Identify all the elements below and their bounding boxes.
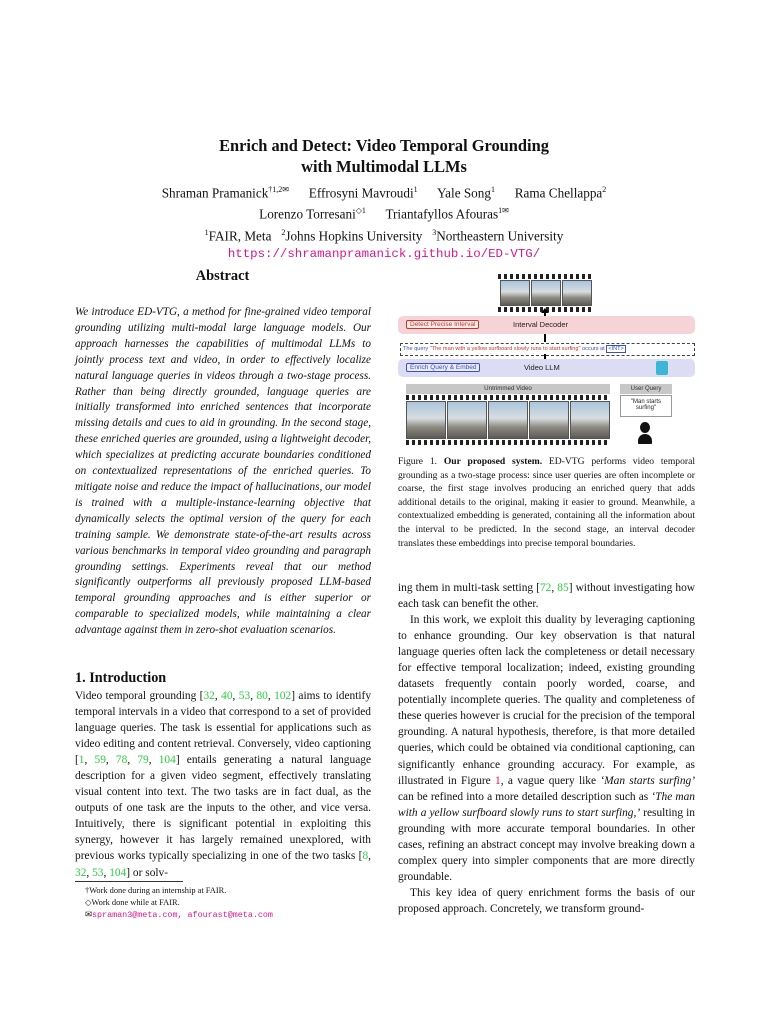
text-run: resulting in grounding with more accurate temporal boundaries. In other cases, refining an abstract concept may involve breaking down a complex query into simpler components that are more directly groundable. [398, 806, 695, 883]
text-run: , [368, 850, 371, 863]
title-line-1: Enrich and Detect: Video Temporal Grounding [219, 136, 549, 155]
author-name: Shraman Pramanick [161, 185, 269, 201]
author-name: Triantafyllos Afouras [385, 206, 499, 222]
author-line-1 [0, 181, 768, 202]
footnote-2: ◇Work done while at FAIR. [85, 898, 180, 907]
intro-right-column [398, 580, 695, 917]
text-run: , [103, 866, 110, 879]
affil-sup: 3 [432, 227, 437, 237]
caption-bold: Our proposed system. [443, 456, 543, 467]
citation-link[interactable]: 32 [75, 866, 87, 879]
citation-link[interactable]: 79 [137, 754, 149, 767]
author-sup: 2 [602, 185, 607, 194]
citation-link[interactable]: 78 [115, 754, 128, 767]
text-run: Video temporal grounding [ [75, 690, 204, 702]
text-run: , [105, 754, 116, 767]
int-token: <INT> [608, 346, 624, 352]
caption-label: Figure 1. [398, 456, 438, 467]
text-run: , a vague query like [500, 774, 601, 787]
citation-link[interactable]: 85 [557, 582, 569, 594]
text-run: , [214, 690, 222, 702]
footnote-1: †Work done during an internship at FAIR. [85, 886, 227, 895]
author-sup: †1,2✉ [268, 185, 289, 194]
intro-paragraph [75, 688, 371, 881]
arrow-head-icon [541, 308, 549, 313]
author-sup: 1 [490, 185, 495, 194]
text-run: , [250, 690, 257, 702]
untrimmed-video [406, 384, 610, 448]
citation-link[interactable]: 72 [539, 582, 552, 594]
text-run: , [232, 690, 239, 702]
text-run: In this work, we exploit this duality by leveraging captioning to enhance grounding. Our key observation is that natural language queries often lack the completeness or detail necessary for effective temporal localization; indeed, existing grounding datasets frequently contain poorly worded, coarse, and potentially incomplete queries. The quality and completeness of these queries however is crucial for the precision of the temporal grounding. A natural hypothesis, therefore, is that more detailed queries, which could be obtained via conditional captioning, can significantly enhance grounding accuracy. For example, as illustrated in Figure [398, 614, 695, 787]
citation-link[interactable]: 32 [203, 690, 215, 702]
abstract-text: We introduce ED-VTG, a method for fine-grained video temporal grounding utilizing multi-modal large language models. Our approach harnesses the capabilities of multimodal LLMs to jointly process text and video, in order to effectively localize natural language queries in videos through a two-stage process. Rather than being directly grounded, language queries are initially transformed into enriched sentences that incorporate missing details and cues to aid in grounding. In the second stage, these enriched queries are grounded, using a lightweight decoder, which specializes at predicting accurate boundaries conditioned on contextualized representations of the enriched queries. To mitigate noise and reduce the impact of hallucinations, our model is trained with a multiple-instance-learning objective that dynamically selects the optimal version of the query for each training sample. We demonstrate state-of-the-art results across various benchmarks in temporal video grounding and paragraph grounding settings. Experiments reveal that our method significantly outperforms all previously proposed LLM-based temporal grounding approaches and is either superior or comparable to specialized models, while maintaining a clear advantage against them in zero-shot evaluation scenarios. [75, 306, 371, 637]
enriched-query [400, 343, 695, 356]
citation-link[interactable]: 80 [256, 690, 268, 702]
interval-decoder-box [398, 316, 695, 334]
video-frame [488, 401, 528, 439]
footnote-rule [75, 881, 183, 882]
output-filmstrip [498, 274, 594, 312]
figure-1 [398, 272, 695, 450]
affil-sup: 2 [281, 227, 286, 237]
text-run: can be refined into a more detailed description such as [398, 790, 652, 803]
text-run: ] without investigating how each task can benefit the other. [398, 582, 695, 611]
affil-sup: 1 [204, 227, 209, 237]
video-llm-box [398, 359, 695, 377]
citation-link[interactable]: 104 [109, 866, 127, 879]
italic-run: ‘Man starts surfing’ [600, 774, 696, 787]
video-frame [562, 280, 592, 306]
video-frame [531, 280, 561, 306]
arrow-up-icon [544, 334, 546, 342]
intro-paragraph: This key idea of query enrichment forms the basis of our proposed approach. Concretely, we transform ground- [398, 886, 695, 915]
author-sup: 1✉ [498, 206, 509, 216]
paper-title [0, 135, 768, 177]
user-query-label: User Query [620, 384, 672, 394]
video-frame [500, 280, 530, 306]
affiliation: FAIR, Meta [208, 228, 272, 244]
citation-link[interactable]: 53 [92, 866, 104, 879]
video-frame [529, 401, 569, 439]
text-run: ] entails generating a natural language description for a given video segment, effectively translating visual content into text. The two tasks are in fact dual, as the outputs of one task are the inputs to the other, and vice versa. Intuitively, there is significant potential in exploiting this synergy, however it has largely remained unexplored, with previous works typically specializing in one of the two tasks [ [75, 754, 372, 863]
citation-link[interactable]: 53 [238, 690, 251, 702]
author-name: Yale Song [436, 185, 491, 201]
untrimmed-label: Untrimmed Video [406, 384, 610, 394]
text-run: , [551, 582, 558, 594]
llm-label: Video LLM [524, 363, 560, 372]
affiliations [0, 224, 768, 245]
author-block [0, 181, 768, 263]
footnotes [75, 881, 371, 921]
figure-caption [398, 455, 695, 550]
text-run: , [86, 866, 93, 879]
text-run: ing them in multi-task setting [ [398, 582, 540, 594]
video-frame [447, 401, 487, 439]
author-sup: 1 [413, 185, 418, 194]
user-icon [638, 422, 652, 444]
llm-mascot-icon [656, 361, 668, 375]
footnote-emails[interactable]: spraman3@meta.com, afourast@meta.com [92, 910, 273, 920]
citation-link[interactable]: 40 [221, 690, 233, 702]
text-run: , [127, 754, 138, 767]
citation-link[interactable]: 59 [94, 754, 106, 767]
citation-link[interactable]: 8 [362, 850, 369, 863]
figure-ref-link[interactable]: 1 [495, 774, 501, 787]
section-heading: 1. Introduction [75, 670, 167, 686]
title-line-2: with Multimodal LLMs [301, 157, 467, 176]
author-sup: ◇1 [355, 206, 366, 216]
footnote-3 [75, 909, 371, 921]
text-run: , [84, 754, 95, 767]
text-run: , [267, 690, 275, 702]
affiliation: Johns Hopkins University [285, 228, 423, 244]
author-name: Rama Chellappa [514, 185, 603, 201]
author-name: Effrosyni Mavroudi [308, 185, 414, 201]
italic-run: ‘The man with a yellow surfboard slowly runs to start surfing,’ [398, 790, 696, 819]
video-frame [570, 401, 610, 439]
query-quote: "The man with a yellow surfboard slowly runs to start surfing" [429, 346, 581, 352]
affiliation: Northeastern University [436, 228, 564, 244]
detect-label: Detect Precise Interval [406, 320, 479, 329]
decoder-label: Interval Decoder [513, 320, 569, 329]
video-frame [406, 401, 446, 439]
text-run: , [148, 754, 159, 767]
query-suffix: occurs at [580, 346, 607, 352]
caption-text: ED-VTG performs video temporal grounding as a two-stage process: since user queries are often incomplete or coarse, the first stage involves producing an enriched query that adds additional details to the original, making it easier to ground. Meanwhile, a contextualized embedding is generated, containing all the information about the interval to be predicted. In the second stage, an interval decoder translates these embeddings into precise temporal boundaries. [398, 456, 695, 549]
query-prefix: The query [403, 346, 430, 352]
citation-link[interactable]: 1 [78, 754, 85, 767]
abstract-heading: Abstract [195, 268, 250, 284]
project-url[interactable]: https://shramanpramanick.github.io/ED-VTG/ [227, 247, 541, 262]
intro-paragraph [398, 580, 695, 612]
citation-link[interactable]: 104 [158, 754, 176, 767]
citation-link[interactable]: 102 [274, 690, 292, 702]
user-query-text: "Man starts surfing" [620, 395, 672, 417]
text-run: ] or solv- [126, 866, 169, 879]
mail-icon: ✉ [85, 910, 93, 919]
intro-paragraph [398, 612, 695, 885]
text-run: ] aims to identify temporal intervals in a video that correspond to a set of provided language queries. The task is essential for applications such as video editing and content retrieval. Conversely, video captioning [ [75, 690, 372, 767]
intro-left-column [75, 688, 371, 881]
author-name: Lorenzo Torresani [259, 206, 356, 222]
author-line-2 [0, 202, 768, 223]
enrich-label: Enrich Query & Embed [406, 363, 480, 372]
